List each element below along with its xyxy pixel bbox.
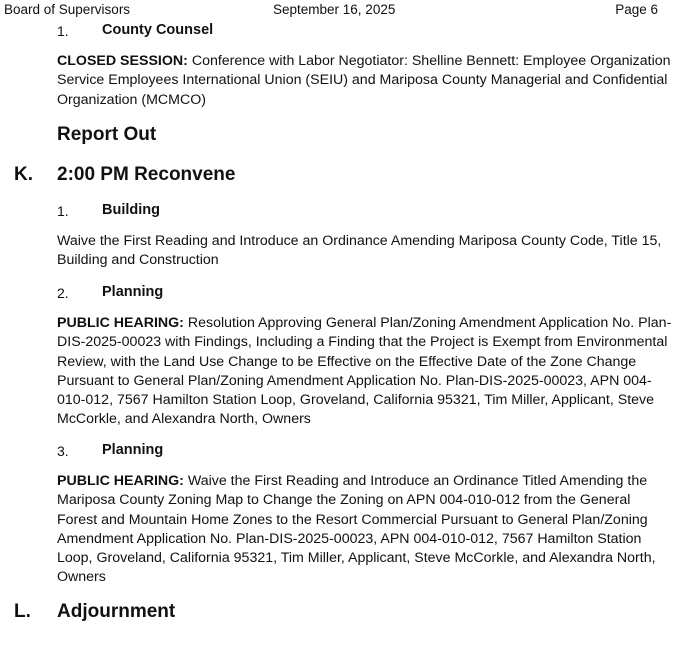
item-description-planning-resolution — [57, 314, 672, 430]
item-title-building: Building — [102, 202, 160, 218]
item-title-planning: Planning — [102, 284, 164, 300]
public-hearing-text: Resolution Approving General Plan/Zoning Amendment Application No. Plan-DIS-2025-00023 with Findings, Including a Finding that the Project is Exempt from Environmental Review, with the Land Use Change to be Effective on the Effective Date of the Zone Change Pursuant to General Plan/Zoning Amendment Application No. Plan-DIS-2025-00023, APN 004-010-012, 7567 Hamilton Station Loop, Groveland, California 95321, Tim Miller, Applicant, Steve McCorkle, and Alexandra North, Owners — [57, 315, 672, 428]
public-hearing-label: PUBLIC HEARING: — [57, 473, 184, 489]
header-page-number: Page 6 — [615, 2, 658, 17]
item-description-planning-ordinance — [57, 472, 672, 588]
section-l-title: Adjournment — [57, 601, 176, 622]
public-hearing-label: PUBLIC HEARING: — [57, 315, 184, 331]
item-number: 2. — [57, 285, 69, 301]
public-hearing-text: Waive the First Reading and Introduce an Ordinance Titled Amending the Mariposa County Zoning Map to Change the Zoning on APN 004-010-012 from the General Forest and Mountain Home Zones to the Resort Commercial Pursuant to General Plan/Zoning Amendment Application No. Plan-DIS-2025-00023, APN 004-010-012, 7567 Hamilton Station Loop, Groveland, California 95321, Tim Miller, Applicant, Steve McCorkle, and Alexandra North, Owners — [57, 473, 656, 586]
item-number: 1. — [57, 203, 69, 219]
section-k-title: 2:00 PM Reconvene — [57, 164, 236, 185]
header-date: September 16, 2025 — [273, 2, 396, 17]
item-number: 3. — [57, 443, 69, 459]
section-l-letter: L. — [14, 601, 31, 622]
section-k-letter: K. — [14, 164, 33, 185]
item-description-building: Waive the First Reading and Introduce an Ordinance Amending Mariposa County Code, Title 15, Building and Construction — [57, 233, 662, 269]
closed-session-text: Conference with Labor Negotiator: Shelline Bennett: Employee Organization Service Employees International Union (SEIU) and Mariposa County Managerial and Confidential Organization (MCMCO) — [57, 53, 671, 108]
closed-session-label: CLOSED SESSION: — [57, 53, 188, 69]
item-title-planning: Planning — [102, 442, 164, 458]
item-number: 1. — [57, 23, 69, 39]
report-out-heading: Report Out — [57, 124, 157, 145]
header-board-name: Board of Supervisors — [4, 2, 131, 17]
item-title-county-counsel: County Counsel — [102, 22, 214, 38]
item-description-closed-session — [57, 52, 672, 110]
